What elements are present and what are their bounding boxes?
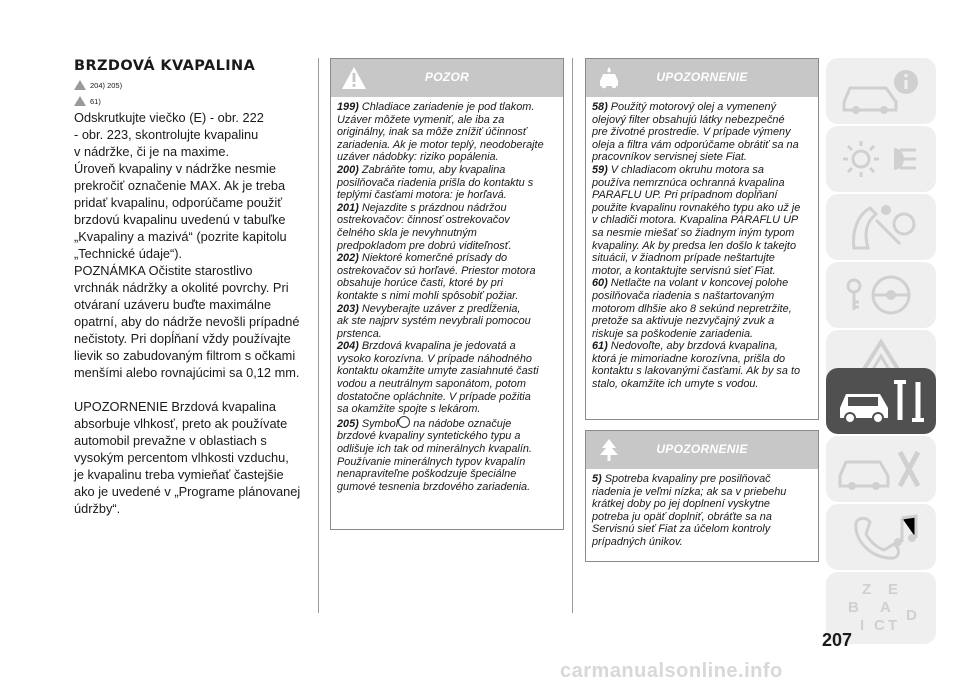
note-text: potreba ju opäť doplniť, obráťte sa na	[592, 510, 772, 523]
note-line	[592, 240, 812, 253]
note-text: odlišuje ich tak od minerálnych kvapalín.	[337, 443, 532, 456]
note-line	[337, 214, 557, 227]
note-line	[592, 290, 812, 303]
note-line	[337, 430, 557, 443]
symbol-prefix: Symbol	[361, 417, 399, 430]
svg-text:B: B	[848, 599, 859, 616]
note-text: vysoko korozívna. V prípade náhodného	[337, 352, 532, 365]
note-text: dostatočne opláchnite. V prípade požitia	[337, 390, 531, 403]
note-text: motorom dlhšie ako 8 sekúnd nepretržite,	[592, 302, 792, 315]
note-line	[337, 378, 557, 391]
note-line	[592, 151, 812, 164]
note-line	[337, 202, 557, 215]
note-line	[592, 114, 812, 127]
note-text: Nevyberajte uzáver z predĺženia,	[361, 302, 521, 315]
note-text: brzdové kvapaliny syntetického typu a	[337, 430, 521, 443]
note-line	[337, 265, 557, 278]
text-line: opatrní, aby do nádrže nevošli prípadné	[74, 314, 300, 329]
note-line	[592, 340, 812, 353]
note-line	[592, 101, 812, 114]
airbag-safety-icon	[826, 194, 936, 260]
text-line: absorbuje vlhkosť, preto ak používate	[74, 416, 288, 431]
note-line	[592, 202, 812, 215]
note-line	[337, 151, 557, 164]
note-line	[337, 303, 557, 316]
tab-maintenance-active[interactable]	[826, 368, 936, 434]
column-divider	[318, 58, 319, 613]
note-text: kontakte s nimi mohli spôsobiť požiar.	[337, 289, 519, 302]
note-line	[337, 403, 557, 416]
note-text: Servisnú sieť Fiat za účelom kontroly	[592, 523, 771, 536]
section-title: BRZDOVÁ KVAPALINA	[74, 58, 256, 74]
text-line: údržby“.	[74, 501, 121, 516]
main-text-column	[74, 58, 306, 517]
note-text: stalo, okamžite ich umyte s vodou.	[592, 378, 759, 391]
text-line: automobil prevažne v oblastiach s	[74, 433, 267, 448]
note-text: gumové tesnenia brzdového zariadenia.	[337, 480, 531, 493]
note-number: 201)	[337, 201, 359, 214]
text-line: brzdovú kvapalinu uvedenú v tabuľke	[74, 212, 286, 227]
text-line: lievik so zabudovaným filtrom s očkami	[74, 348, 296, 363]
note-text: používa nemrznúca ochranná kvapalina	[592, 176, 785, 189]
body-text-note	[74, 398, 306, 517]
note-text: pre životné prostredie. V prípade výmeny	[592, 126, 791, 139]
note-line	[592, 511, 812, 524]
note-line	[592, 473, 812, 486]
note-text: situácii, v žiadnom prípade neštartujte	[592, 252, 775, 265]
note-line	[337, 365, 557, 378]
note-text: olejový filter obsahujú látky nebezpečné	[592, 113, 785, 126]
note-text: použite kvapalinu rovnakého typu ako už je	[592, 201, 801, 214]
note-text: kontaktu okamžite umyte zasiahnuté časti	[337, 365, 539, 378]
note-text: krátkej doby po jej doplnení vyskytne	[592, 498, 770, 511]
note-line	[337, 456, 557, 469]
column-divider	[572, 58, 573, 613]
note-text: Uzáver môžete vymeniť, ale iba za	[337, 113, 505, 126]
car-service-icon	[826, 368, 936, 434]
note-line	[337, 290, 557, 303]
note-line	[592, 189, 812, 202]
svg-text:D: D	[906, 607, 917, 624]
note-text: Spotreba kvapaliny pre posilňovač	[604, 473, 771, 485]
upozornenie-header	[586, 431, 818, 469]
text-line: menšími alebo rovnajúcimi sa 0,12 mm.	[74, 365, 300, 380]
note-text: Nedovoľte, aby brzdová kvapalina,	[610, 340, 778, 353]
tab-starting-driving[interactable]	[826, 262, 936, 328]
note-number: 204)	[337, 340, 359, 353]
tab-safety[interactable]	[826, 194, 936, 260]
pozor-header	[331, 59, 563, 97]
note-text: zariadenia. Ak je motor teplý, neodoberajte	[337, 138, 544, 151]
note-line	[337, 315, 557, 328]
note-text: uzáver nádobky: riziko popálenia.	[337, 151, 499, 164]
warning-refs	[74, 77, 306, 93]
caution-triangle-icon	[74, 96, 86, 106]
upozornenie-content	[586, 97, 818, 397]
note-line	[337, 189, 557, 202]
note-line	[337, 240, 557, 253]
note-line	[337, 139, 557, 152]
text-line: UPOZORNENIE Brzdová kvapalina	[74, 399, 276, 414]
text-line: Úroveň kvapaliny v nádržke nesmie	[74, 161, 277, 176]
note-line	[592, 328, 812, 341]
text-line: vysokým percentom vlhkosti vzduchu,	[74, 450, 289, 465]
text-line: nečistoty. Pri dopĺňaní vždy používajte	[74, 331, 291, 346]
text-line: ako je uvedené v „Programe plánovanej	[74, 484, 301, 499]
note-line	[592, 523, 812, 536]
note-line	[337, 340, 557, 353]
upozornenie-box-1	[585, 58, 819, 420]
upozornenie-box-2	[585, 430, 819, 562]
note-line	[337, 114, 557, 127]
note-line	[592, 177, 812, 190]
note-text: Niektoré komerčné prísady do	[361, 252, 508, 265]
note-text: Použitý motorový olej a vymenený	[610, 101, 777, 113]
note-text: sa nesmie miešať so žiadnym iným typom	[592, 226, 795, 239]
steering-key-icon	[826, 262, 936, 328]
note-line	[592, 353, 812, 366]
note-number: 61)	[592, 340, 608, 353]
dashboard-lights-icon	[826, 126, 936, 192]
note-text: oleja a filtra vám odporúčame obrátiť sa na	[592, 138, 799, 151]
note-number: 203)	[337, 302, 359, 315]
note-line	[592, 265, 812, 278]
text-line: prekročiť označenie MAX. Ak je treba	[74, 178, 286, 193]
note-line	[592, 214, 812, 227]
note-text: Nejazdite s prázdnou nádržou	[361, 201, 507, 214]
note-line	[592, 252, 812, 265]
note-text: kontaktu s lakovanými časťami. Ak by sa to	[592, 365, 801, 378]
note-text: ak ste najprv systém nevybrali pomocou	[337, 315, 531, 328]
text-line: - obr. 223, skontrolujte kvapalinu	[74, 127, 259, 142]
note-line	[592, 303, 812, 316]
note-number: 59)	[592, 163, 608, 176]
note-line	[337, 391, 557, 404]
note-text: riadenia je veľmi nízka; ak sa v priebehu	[592, 485, 787, 498]
note-line	[337, 101, 557, 114]
svg-text:A: A	[880, 599, 891, 616]
text-line: je kvapalinu treba vymieňať častejšie	[74, 467, 284, 482]
note-number: 200)	[337, 163, 359, 176]
note-line	[337, 481, 557, 494]
note-line	[592, 164, 812, 177]
body-text	[74, 109, 306, 381]
note-number: 58)	[592, 101, 608, 113]
note-text: čelného skla je nevyhnutným	[337, 226, 477, 239]
note-text: Používanie minerálnych typov kvapalín	[337, 455, 526, 468]
note-text: V chladiacom okruhu motora sa	[610, 163, 764, 176]
svg-text:T: T	[888, 617, 898, 634]
svg-text:E: E	[888, 581, 899, 598]
page-number: 207	[822, 630, 853, 650]
svg-text:I: I	[860, 617, 865, 634]
upozornenie-title: UPOZORNENIE	[656, 70, 748, 84]
note-text: riskuje sa poškodenie zariadenia.	[592, 327, 754, 340]
dot-symbol-icon	[398, 416, 410, 428]
note-text: predpokladom pre dobrú viditeľnosť.	[337, 239, 512, 252]
tab-multimedia[interactable]	[826, 504, 936, 570]
pozor-box	[330, 58, 564, 530]
note-line	[337, 443, 557, 456]
upozornenie-content	[586, 469, 818, 555]
note-line	[592, 498, 812, 511]
note-number: 60)	[592, 277, 608, 290]
pozor-title: POZOR	[424, 70, 470, 84]
warning-triangle-icon	[74, 80, 86, 90]
svg-text:C: C	[874, 617, 885, 634]
note-text: ktorá je mimoriadne korozívna, prišla do	[592, 352, 786, 365]
note-text: Chladiace zariadenie je pod tlakom.	[361, 101, 535, 113]
note-text: posilňovača riadenia s naštartovaným	[592, 289, 775, 302]
note-line	[592, 126, 812, 139]
note-line	[592, 378, 812, 391]
note-text: ostrekovačov sú horľavé. Priestor motora	[337, 264, 536, 277]
tab-technical-data[interactable]	[826, 436, 936, 502]
note-text: prstenca.	[337, 327, 382, 340]
note-text: na nádobe označuje	[413, 417, 512, 430]
note-line	[592, 536, 812, 549]
note-line	[337, 353, 557, 366]
note-line	[337, 164, 557, 177]
note-number: 205)	[337, 417, 359, 430]
note-number: 5)	[592, 473, 602, 485]
note-line	[337, 227, 557, 240]
note-line	[337, 468, 557, 481]
tab-car-info[interactable]	[826, 58, 936, 124]
note-line	[592, 486, 812, 499]
note-line	[337, 252, 557, 265]
note-line	[592, 139, 812, 152]
note-text: prípadných únikov.	[592, 535, 683, 548]
note-text: Brzdová kvapalina je jedovatá a	[361, 340, 516, 353]
svg-text:Z: Z	[862, 581, 872, 598]
text-line: v nádržke, či je na maxime.	[74, 144, 230, 159]
note-text: posilňovača riadenia prišla do kontaktu s	[337, 176, 534, 189]
note-line	[592, 227, 812, 240]
note-line	[592, 365, 812, 378]
tab-dashboard-lights[interactable]	[826, 126, 936, 192]
note-number: 199)	[337, 101, 359, 113]
text-line: POZNÁMKA Očistite starostlivo	[74, 263, 253, 278]
car-info-icon	[826, 58, 936, 124]
note-text: ostrekovačov: činnosť ostrekovačov	[337, 214, 510, 227]
ref-numbers: 204) 205)	[90, 80, 123, 90]
note-text: vodou a neutrálnym saponátom, potom	[337, 378, 526, 391]
note-text: pretože sa aktivuje nezvyčajný zvuk a	[592, 315, 775, 328]
note-text: sa okamžite spojte s lekárom.	[337, 403, 481, 416]
upozornenie-title: UPOZORNENIE	[656, 442, 748, 456]
note-line	[337, 328, 557, 341]
note-line	[337, 277, 557, 290]
note-text: kvapaliny. Ak by predsa len došlo k takejto	[592, 239, 797, 252]
pozor-content	[331, 97, 563, 499]
multimedia-icon	[826, 504, 936, 570]
note-number: 202)	[337, 252, 359, 265]
note-line	[337, 126, 557, 139]
note-text: pracovníkov servisnej siete Fiat.	[592, 151, 747, 164]
text-line: otváraní uzáveru buďte maximálne	[74, 297, 272, 312]
note-line	[337, 416, 557, 431]
note-text: Netlačte na volant v koncovej polohe	[610, 277, 789, 290]
caution-refs	[74, 93, 306, 109]
watermark: carmanualsonline.info	[560, 660, 783, 682]
note-line	[337, 177, 557, 190]
note-text: v chladiči motora. Kvapalina PARAFLU UP	[592, 214, 799, 227]
note-text: nenapraviteľne poškodzuje špeciálne	[337, 468, 517, 481]
text-line: Odskrutkujte viečko (E) - obr. 222	[74, 110, 264, 125]
text-line: „Technické údaje“).	[74, 246, 183, 261]
text-line: pridať kvapalinu, odporúčame použiť	[74, 195, 283, 210]
note-text: originálny, inak sa môže znížiť účinnosť	[337, 126, 527, 139]
note-line	[592, 277, 812, 290]
note-text: PARAFLU UP. Pri prípadnom dopĺňaní	[592, 189, 778, 202]
note-text: obsahuje horúce časti, ktoré by pri	[337, 277, 503, 290]
upozornenie-header	[586, 59, 818, 97]
note-text: teplými časťami motora: je horľavá.	[337, 189, 507, 202]
ref-numbers: 61)	[90, 96, 101, 106]
note-line	[592, 315, 812, 328]
car-tools-icon	[826, 436, 936, 502]
note-text: Zabráňte tomu, aby kvapalina	[361, 163, 506, 176]
text-line: „Kvapaliny a mazivá“ (pozrite kapitolu	[74, 229, 287, 244]
text-line: vrchnák nádržky a okolité povrchy. Pri	[74, 280, 289, 295]
note-text: motor, a kontaktujte servisnú sieť Fiat.	[592, 264, 776, 277]
